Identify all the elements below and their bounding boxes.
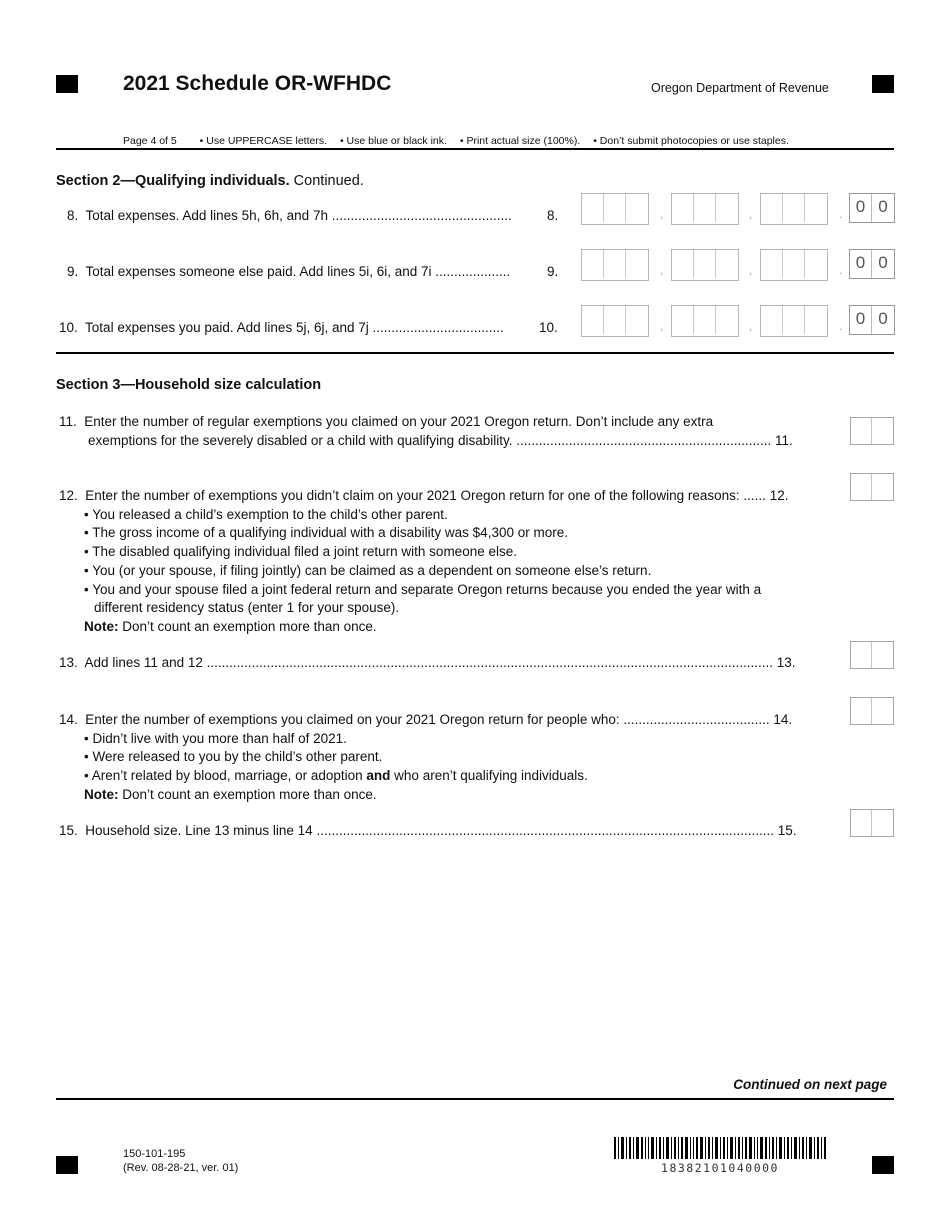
- footer-divider: [56, 1098, 894, 1100]
- form-revision: (Rev. 08-28-21, ver. 01): [123, 1161, 239, 1174]
- registration-mark-bottom-right: [872, 1156, 894, 1174]
- form-title: 2021 Schedule OR-WFHDC: [123, 72, 392, 95]
- line-12-input[interactable]: [850, 473, 894, 501]
- instruction-ink: • Use blue or black ink.: [339, 135, 447, 147]
- page-instructions: [123, 135, 799, 147]
- page-number: Page 4 of 5: [123, 135, 177, 147]
- line-13-input[interactable]: [850, 641, 894, 669]
- form-number-block: [123, 1148, 238, 1175]
- barcode-icon: [614, 1137, 826, 1159]
- line-12: 12. Enter the number of exemptions you didn’t claim on your 2021 Oregon return for one of the following reasons: ...... 12. • You released a child’s exemption to the child’s other parent. • The gross income of a qualifying individual with a disability was $4,300 or more. • The disabled qualifying individual filed a joint return with someone else. • You (or your spouse, if filing jointly) can be claimed as a dependent on someone else’s return. • You and your spouse filed a joint federal return and separate Oregon returns because you ended the year with a different residency status (enter 1 for your spouse). Note: Don’t count an exemption more than once.: [59, 488, 789, 634]
- line-9-cents[interactable]: 0 0: [849, 249, 895, 279]
- registration-mark-bottom-left: [56, 1156, 78, 1174]
- section-2-heading: Section 2—Qualifying individuals. Continued.: [56, 173, 364, 189]
- registration-mark-top-left: [56, 75, 78, 93]
- line-10: 10. Total expenses you paid. Add lines 5j, 6j, and 7j ...................................: [59, 320, 504, 335]
- line-9: 9. Total expenses someone else paid. Add lines 5i, 6i, and 7i ....................: [67, 264, 511, 279]
- line-8: 8. Total expenses. Add lines 5h, 6h, and 7h ................................................: [67, 208, 512, 223]
- line-14-input[interactable]: [850, 697, 894, 725]
- instruction-uppercase: • Use UPPERCASE letters.: [199, 135, 328, 147]
- line-10-cents[interactable]: 0 0: [849, 305, 895, 335]
- line-11-input[interactable]: [850, 417, 894, 445]
- registration-mark-top-right: [872, 75, 894, 93]
- instruction-no-photocopies: • Don’t submit photocopies or use staples.: [593, 135, 789, 147]
- line-15: 15. Household size. Line 13 minus line 14 .......................................................................................................................... 15.: [59, 823, 797, 838]
- barcode-number: 18382101040000: [661, 1161, 779, 1175]
- line-8-ref: 8.: [547, 208, 559, 223]
- form-number: 150-101-195: [123, 1148, 186, 1160]
- line-11: 11. Enter the number of regular exemptions you claimed on your 2021 Oregon return. Don’t include any extra exemptions for the severely disabled or a child with qualifying disability. .................................................................... 11.: [59, 414, 793, 448]
- line-9-ref: 9.: [547, 264, 559, 279]
- agency-name: Oregon Department of Revenue: [651, 81, 829, 95]
- instruction-print-size: • Print actual size (100%).: [459, 135, 581, 147]
- continued-note: Continued on next page: [733, 1077, 887, 1092]
- line-15-input[interactable]: [850, 809, 894, 837]
- section-2-divider: [56, 352, 894, 354]
- line-8-cents[interactable]: 0 0: [849, 193, 895, 223]
- line-14: 14. Enter the number of exemptions you claimed on your 2021 Oregon return for people who: ....................................... 14. • Didn’t live with you more than half of 2021. • Were released to you by the child’s other parent. • Aren’t related by blood, marriage, or adoption and who aren’t qualifying individuals. Note: Don’t count an exemption more than once.: [59, 712, 793, 802]
- line-13: 13. Add lines 11 and 12 ....................................................................................................................................................... 13.: [59, 655, 796, 670]
- header-divider: [56, 148, 894, 150]
- section-3-heading: Section 3—Household size calculation: [56, 377, 322, 393]
- line-10-ref: 10.: [539, 320, 558, 335]
